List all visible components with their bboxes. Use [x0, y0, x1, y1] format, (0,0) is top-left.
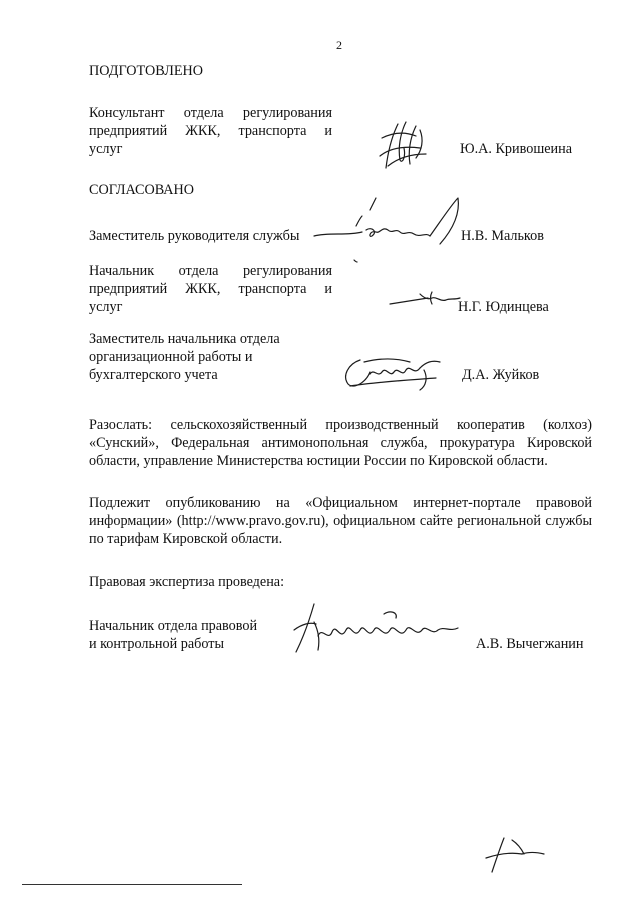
- legal-review-name: А.В. Вычегжанин: [476, 636, 584, 652]
- prepared-position-line: Консультант отдела регулирования: [89, 105, 332, 121]
- signatory-position-line: организационной работы и: [89, 349, 253, 365]
- footer-rule: [22, 884, 242, 885]
- prepared-position-line: услуг: [89, 141, 123, 157]
- prepared-position-line: предприятий ЖКК, транспорта и: [89, 123, 332, 139]
- signature-yudintseva: [388, 288, 464, 312]
- signatory-name: Н.В. Мальков: [461, 228, 544, 244]
- signatory-name: Д.А. Жуйков: [462, 367, 540, 383]
- signatory-position-line: бухгалтерского учета: [89, 367, 218, 383]
- signatory-position-line: Заместитель руководителя службы: [89, 228, 300, 244]
- signature-malkov: [310, 192, 470, 264]
- signature-zhuikov: [340, 352, 460, 392]
- signatory-name: Н.Г. Юдинцева: [458, 299, 549, 315]
- signatory-position-line: услуг: [89, 299, 123, 315]
- signatory-position-line: Начальник отдела регулирования: [89, 263, 332, 279]
- signatory-position-line: Заместитель начальника отдела: [89, 331, 280, 347]
- initial-mark: [478, 832, 548, 876]
- page-number: 2: [336, 38, 342, 52]
- agreed-heading: СОГЛАСОВАНО: [89, 182, 195, 198]
- distribution-paragraph: Разослать: сельскохозяйственный производственный кооператив (колхоз) «Сунский», Федеральная антимонопольная служба, прокуратура Кировской области, управление Министерства юстиции России по Кировской области.: [89, 417, 592, 469]
- signature-vychegzhanin: [288, 600, 468, 656]
- legal-review-statement: Правовая экспертиза проведена:: [89, 574, 285, 590]
- legal-review-position-line: и контрольной работы: [89, 636, 224, 652]
- signature-krivosheina: [376, 118, 436, 174]
- legal-review-position-line: Начальник отдела правовой: [89, 618, 258, 634]
- signatory-position-line: предприятий ЖКК, транспорта и: [89, 281, 332, 297]
- publication-paragraph: Подлежит опубликованию на «Официальном интернет-портале правовой информации» (http://www.pravo.gov.ru), официальном сайте региональной службы по тарифам Кировской области.: [89, 495, 592, 547]
- prepared-heading: ПОДГОТОВЛЕНО: [89, 63, 203, 79]
- prepared-name: Ю.А. Кривошеина: [460, 141, 573, 157]
